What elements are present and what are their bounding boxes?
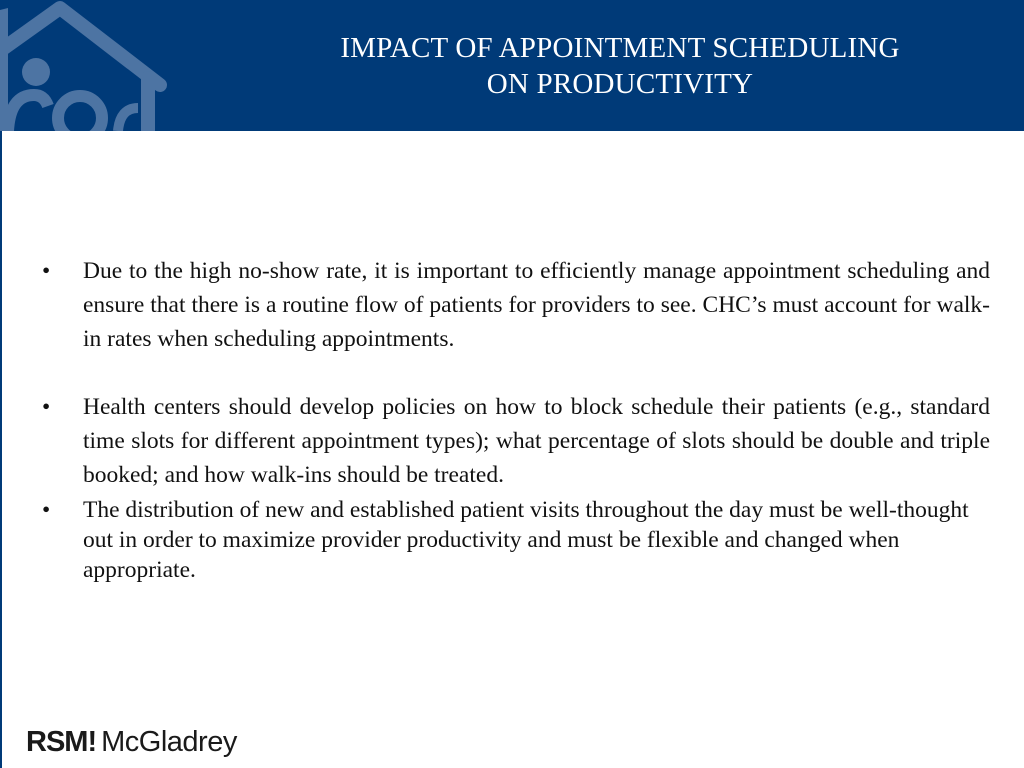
slide-title-line-2: ON PRODUCTIVITY bbox=[486, 68, 754, 100]
title-bar bbox=[0, 0, 1024, 131]
bullet-dot: • bbox=[42, 394, 51, 420]
bullet-list bbox=[40, 254, 990, 585]
bullet-text: Health centers should develop policies on how to block schedule their patients (e.g., standard time slots for different appointment types); what percentage of slots should be double and triple booked; and how walk-ins should be treated. bbox=[83, 394, 990, 488]
logo-mcgladrey-text: McGladrey bbox=[101, 726, 237, 758]
logo-rsm-mark: ! bbox=[87, 726, 97, 758]
left-border-line bbox=[0, 131, 2, 768]
bullet-item bbox=[40, 254, 990, 356]
bullet-text: Due to the high no-show rate, it is important to efficiently manage appointment scheduling and ensure that there is a routine flow of patients for providers to see. CHC’s must account for walk-in rates when scheduling appointments. bbox=[83, 258, 990, 352]
bullet-dot: • bbox=[42, 497, 51, 523]
rsm-mcgladrey-logo bbox=[26, 722, 237, 762]
slide-title bbox=[250, 30, 990, 102]
house-people-watermark-icon bbox=[0, 0, 180, 131]
bullet-item bbox=[40, 390, 990, 492]
slide-title-line-1: IMPACT OF APPOINTMENT SCHEDULING bbox=[340, 32, 900, 64]
bullet-item bbox=[40, 495, 990, 585]
logo-rsm-text: RSM bbox=[26, 726, 88, 758]
bullet-dot: • bbox=[42, 258, 51, 284]
bullet-text: The distribution of new and established patient visits throughout the day must be well-thought out in order to maximize provider productivity and must be flexible and changed when appropriate. bbox=[83, 497, 969, 583]
